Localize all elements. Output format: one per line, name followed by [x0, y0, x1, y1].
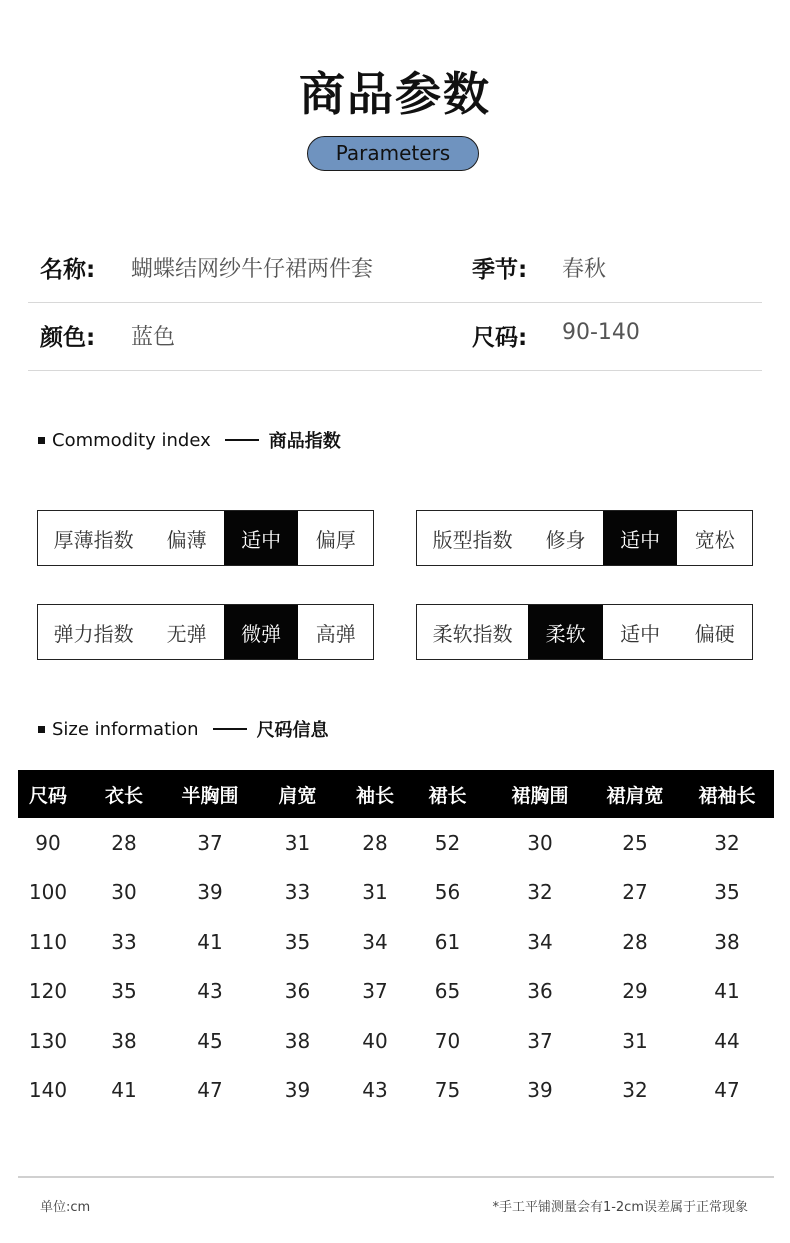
table-cell: 38	[111, 1028, 137, 1053]
table-row	[18, 868, 774, 918]
table-cell: 33	[284, 880, 311, 905]
table-row	[18, 818, 774, 868]
table-cell: 37	[197, 830, 223, 855]
table-row	[18, 1016, 774, 1066]
param-row-name-season	[28, 235, 762, 303]
fit-option-regular: 适中	[603, 511, 678, 565]
table-cell: 28	[622, 929, 648, 954]
dash-divider	[225, 439, 259, 441]
header-sleeve: 袖长	[345, 770, 405, 818]
size-label: 尺码:	[472, 325, 528, 351]
parameters-badge: Parameters	[307, 136, 479, 171]
table-cell: 29	[622, 979, 648, 1004]
table-cell: 34	[362, 929, 388, 954]
table-cell: 27	[622, 880, 648, 905]
measurement-note: *手工平铺测量会有1-2cm误差属于正常现象	[492, 1200, 748, 1215]
softness-option-soft: 柔软	[528, 605, 603, 659]
table-cell: 35	[111, 979, 137, 1004]
header-half-bust: 半胸围	[170, 770, 250, 818]
table-cell: 40	[362, 1028, 388, 1053]
table-cell: 61	[434, 929, 461, 954]
table-cell: 39	[527, 1078, 553, 1103]
size-value: 90-140	[562, 320, 640, 345]
elasticity-option-slight: 微弹	[224, 605, 299, 659]
table-cell: 39	[197, 880, 223, 905]
softness-option-stiff: 偏硬	[694, 621, 735, 646]
footer-divider	[18, 1176, 774, 1178]
table-cell: 45	[197, 1028, 223, 1053]
table-cell: 31	[622, 1028, 648, 1053]
header-dress-shoulder: 裙肩宽	[590, 770, 680, 818]
table-cell: 65	[434, 979, 461, 1004]
square-bullet-icon	[38, 726, 45, 733]
thickness-index-name: 厚薄指数	[53, 527, 134, 552]
season-label: 季节:	[472, 257, 528, 283]
table-cell: 30	[527, 830, 553, 855]
softness-index-name: 柔软指数	[432, 621, 513, 646]
param-row-color-size	[28, 303, 762, 371]
table-cell: 37	[527, 1028, 553, 1053]
header-dress-sleeve: 裙袖长	[680, 770, 774, 818]
header-size: 尺码	[18, 770, 78, 818]
header-top-length: 衣长	[78, 770, 170, 818]
table-cell: 34	[527, 929, 553, 954]
table-cell: 38	[284, 1028, 311, 1053]
name-value: 蝴蝶结网纱牛仔裙两件套	[131, 257, 374, 282]
header-dress-length: 裙长	[405, 770, 490, 818]
table-row	[18, 917, 774, 967]
size-information-en: Size information	[52, 718, 199, 740]
table-cell: 38	[714, 929, 740, 954]
fit-option-loose: 宽松	[694, 527, 735, 552]
table-cell: 100	[28, 880, 68, 905]
table-row	[18, 967, 774, 1017]
table-cell: 32	[622, 1078, 648, 1103]
size-table	[18, 770, 774, 1115]
thickness-option-thick: 偏厚	[315, 527, 356, 552]
season-value: 春秋	[562, 257, 607, 282]
table-cell: 70	[434, 1028, 461, 1053]
table-cell: 47	[197, 1078, 223, 1103]
elasticity-option-high: 高弹	[315, 621, 356, 646]
table-cell: 25	[622, 830, 648, 855]
elasticity-option-none: 无弹	[166, 621, 207, 646]
page-title: 商品参数	[299, 67, 491, 121]
table-cell: 43	[197, 979, 223, 1004]
commodity-index-en: Commodity index	[52, 429, 211, 451]
color-label: 颜色:	[40, 325, 96, 351]
elasticity-index-name: 弹力指数	[53, 621, 134, 646]
thickness-option-medium: 适中	[224, 511, 299, 565]
table-cell: 31	[362, 880, 388, 905]
table-cell: 44	[714, 1028, 740, 1053]
table-cell: 30	[111, 880, 137, 905]
table-cell: 28	[362, 830, 388, 855]
thickness-option-thin: 偏薄	[166, 527, 207, 552]
table-cell: 140	[28, 1078, 68, 1103]
table-cell: 43	[362, 1078, 388, 1103]
table-cell: 32	[527, 880, 553, 905]
table-cell: 28	[111, 830, 137, 855]
table-cell: 52	[434, 830, 461, 855]
fit-index-name: 版型指数	[432, 527, 513, 552]
elasticity-index	[37, 604, 374, 660]
thickness-index	[37, 510, 374, 566]
table-cell: 35	[714, 880, 740, 905]
header-dress-bust: 裙胸围	[490, 770, 590, 818]
table-cell: 41	[111, 1078, 137, 1103]
table-cell: 56	[434, 880, 461, 905]
dash-divider	[213, 728, 247, 730]
table-cell: 47	[714, 1078, 740, 1103]
commodity-index-zh: 商品指数	[268, 431, 341, 452]
unit-note: 单位:cm	[40, 1200, 91, 1215]
size-information-heading	[38, 716, 329, 742]
table-row	[18, 1066, 774, 1116]
table-cell: 130	[28, 1028, 68, 1053]
commodity-index-heading	[38, 427, 341, 453]
fit-index	[416, 510, 753, 566]
table-cell: 75	[434, 1078, 461, 1103]
table-cell: 36	[284, 979, 311, 1004]
square-bullet-icon	[38, 437, 45, 444]
table-cell: 35	[284, 929, 311, 954]
name-label: 名称:	[40, 257, 96, 283]
table-cell: 32	[714, 830, 740, 855]
table-cell: 36	[527, 979, 553, 1004]
table-cell: 90	[35, 830, 61, 855]
table-cell: 37	[362, 979, 388, 1004]
table-cell: 39	[284, 1078, 311, 1103]
softness-option-medium: 适中	[620, 621, 661, 646]
table-cell: 120	[28, 979, 68, 1004]
color-value: 蓝色	[131, 325, 176, 350]
table-cell: 41	[714, 979, 740, 1004]
header-shoulder: 肩宽	[250, 770, 345, 818]
table-cell: 41	[197, 929, 223, 954]
table-cell: 31	[284, 830, 311, 855]
table-cell: 110	[28, 929, 68, 954]
table-header-row	[18, 770, 774, 818]
fit-option-slim: 修身	[545, 527, 586, 552]
softness-index	[416, 604, 753, 660]
size-information-zh: 尺码信息	[256, 720, 329, 741]
table-cell: 33	[111, 929, 137, 954]
